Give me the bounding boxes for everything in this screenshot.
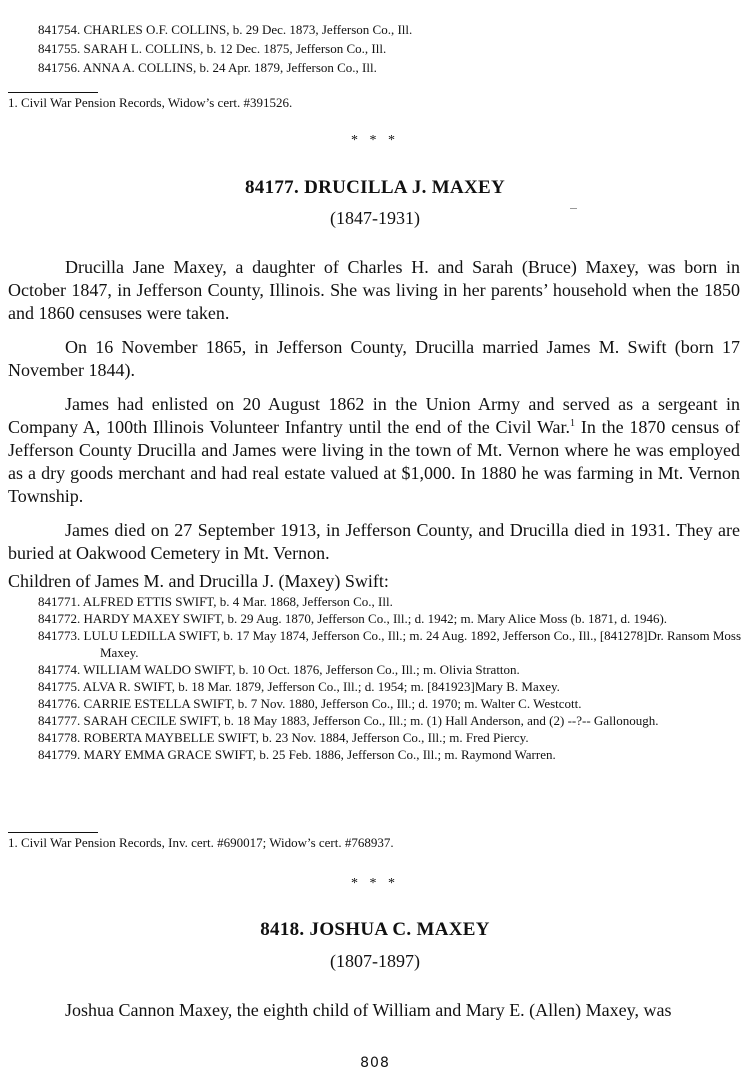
page-number: 808 bbox=[360, 1055, 390, 1071]
children-heading: Children of James M. and Drucilla J. (Maxey) Swift: bbox=[8, 571, 389, 591]
section-heading: 84177. DRUCILLA J. MAXEY bbox=[244, 177, 506, 198]
list-item: 841754. CHARLES O.F. COLLINS, b. 29 Dec. 1873, Jefferson Co., Ill. bbox=[38, 22, 413, 37]
footnote-ref: 1 bbox=[570, 418, 576, 429]
list-item: 841755. SARAH L. COLLINS, b. 12 Dec. 1875, Jefferson Co., Ill. bbox=[38, 41, 387, 56]
section-separator: * * * bbox=[351, 133, 399, 148]
paragraph: James had enlisted on 20 August 1862 in the Union Army and served as a sergeant in Company A, 100th Illinois Volunteer Infantry until the end of the Civil War.$^1$ In the 1870 census of Jefferson County Drucilla and James were living in the town of Mt. Vernon where he was employed as a dry goods merchant and had real estate valued at $1,000. In 1880 he was farming in Mt. Vernon Township. bbox=[8, 394, 740, 506]
scan-mark bbox=[570, 208, 577, 209]
list-item: 841772. HARDY MAXEY SWIFT, b. 29 Aug. 1870, Jefferson Co., Ill.; d. 1942; m. Mary Alice Moss (b. 1871, d. 1946). bbox=[38, 611, 668, 626]
section-body bbox=[8, 256, 740, 576]
section-heading: 8418. JOSHUA C. MAXEY bbox=[260, 919, 490, 940]
paragraph: On 16 November 1865, in Jefferson County, Drucilla married James M. Swift (born 17 November 1844). bbox=[8, 337, 740, 380]
list-item: 841774. WILLIAM WALDO SWIFT, b. 10 Oct. 1876, Jefferson Co., Ill.; m. Olivia Stratton. bbox=[38, 662, 520, 677]
paragraph: Drucilla Jane Maxey, a daughter of Charles H. and Sarah (Bruce) Maxey, was born in October 1847, in Jefferson County, Illinois. She was living in her parents’ household when the 1850 and 1860 censuses were taken. bbox=[8, 257, 740, 323]
list-item: 841771. ALFRED ETTIS SWIFT, b. 4 Mar. 1868, Jefferson Co., Ill. bbox=[38, 594, 393, 609]
section-body bbox=[8, 999, 740, 1033]
list-item: 841777. SARAH CECILE SWIFT, b. 18 May 1883, Jefferson Co., Ill.; m. (1) Hall Anderson, and (2) --?-- Gallonough. bbox=[38, 713, 659, 728]
list-item: 841776. CARRIE ESTELLA SWIFT, b. 7 Nov. 1880, Jefferson Co., Ill.; d. 1970; m. Walter C. Westcott. bbox=[38, 696, 582, 711]
children-list bbox=[8, 593, 743, 763]
footnote: 1. Civil War Pension Records, Widow’s cert. #391526. bbox=[8, 95, 293, 110]
continued-children-list bbox=[8, 20, 743, 77]
footnote: 1. Civil War Pension Records, Inv. cert. #690017; Widow’s cert. #768937. bbox=[8, 835, 394, 850]
list-item: 841773. LULU LEDILLA SWIFT, b. 17 May 1874, Jefferson Co., Ill.; m. 24 Aug. 1892, Jefferson Co., Ill., [841278]Dr. Ransom Moss Maxey. bbox=[38, 628, 742, 660]
paragraph: James died on 27 September 1913, in Jefferson County, and Drucilla died in 1931. They are buried at Oakwood Cemetery in Mt. Vernon. bbox=[8, 520, 740, 563]
footnote-rule bbox=[8, 832, 98, 833]
list-item: 841778. ROBERTA MAYBELLE SWIFT, b. 23 Nov. 1884, Jefferson Co., Ill.; m. Fred Piercy. bbox=[38, 730, 529, 745]
paragraph: Joshua Cannon Maxey, the eighth child of William and Mary E. (Allen) Maxey, was bbox=[65, 1000, 672, 1020]
list-item: 841775. ALVA R. SWIFT, b. 18 Mar. 1879, Jefferson Co., Ill.; d. 1954; m. [841923]Mary B. Maxey. bbox=[38, 679, 560, 694]
section-dates: (1807-1897) bbox=[330, 951, 420, 971]
list-item: 841756. ANNA A. COLLINS, b. 24 Apr. 1879, Jefferson Co., Ill. bbox=[38, 60, 377, 75]
list-item: 841779. MARY EMMA GRACE SWIFT, b. 25 Feb. 1886, Jefferson Co., Ill.; m. Raymond Warren. bbox=[38, 747, 556, 762]
section-dates: (1847-1931) bbox=[330, 208, 420, 228]
section-separator: * * * bbox=[351, 876, 399, 891]
footnote-rule bbox=[8, 92, 98, 93]
